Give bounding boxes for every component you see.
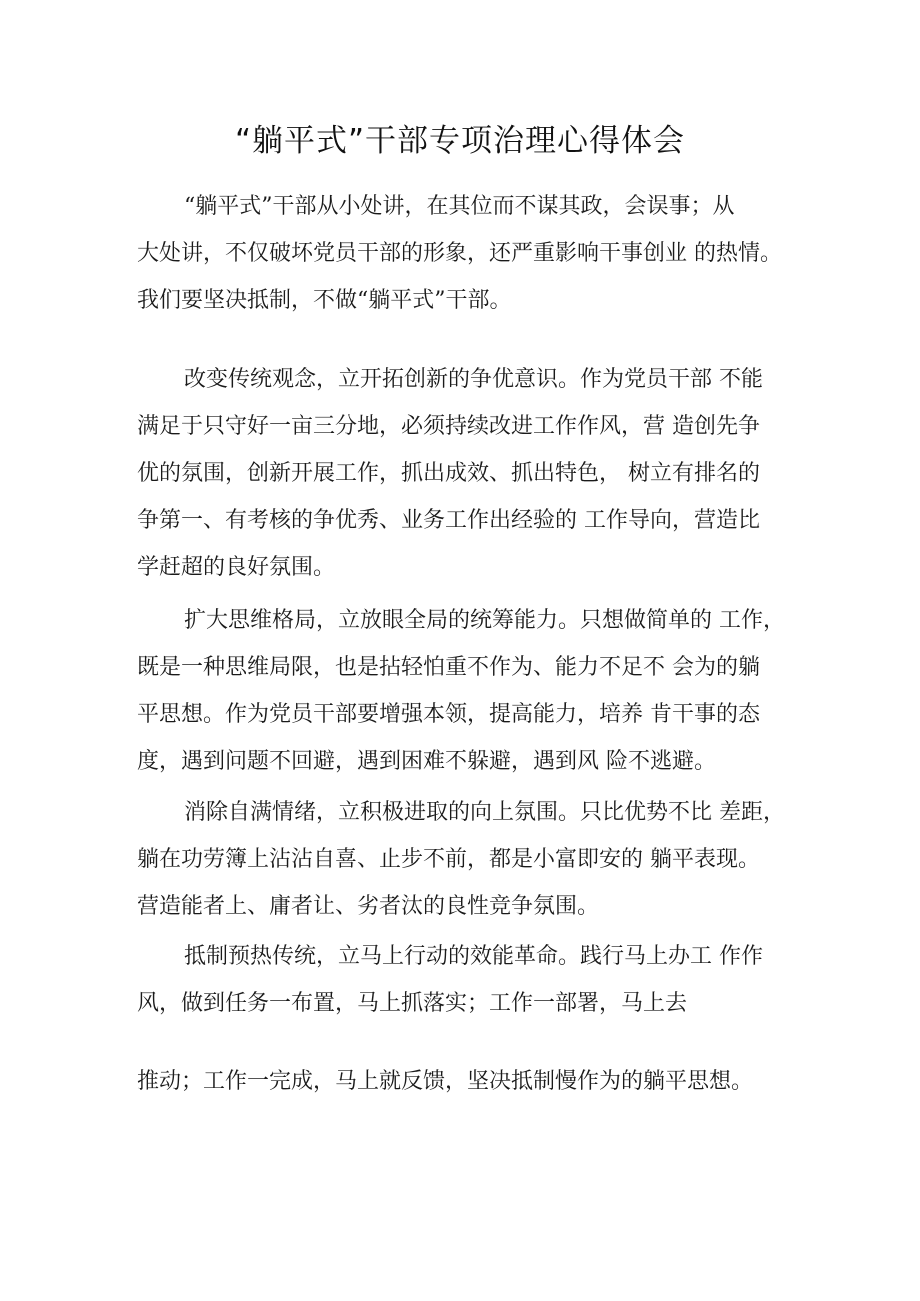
text-line: 平思想。作为党员干部要增强本领，提高能力，培养 肯干事的态: [137, 702, 760, 727]
text-line: 风，做到任务一布置，马上抓落实；工作一部署，马上去: [137, 991, 688, 1016]
text-line: 大处讲，不仅破坏党员干部的形象，还严重影响干事创业 的热情。: [137, 241, 782, 266]
text-line: 扩大思维格局，立放眼全局的统筹能力。只想做简单的 工作，: [184, 608, 785, 633]
text-line: 营造能者上、庸者让、劣者汰的良性竞争氛围。: [137, 894, 600, 919]
text-line: 度，遇到问题不回避，遇到困难不躲避，遇到风 险不逃避。: [137, 749, 716, 774]
text-line: 既是一种思维局限，也是拈轻怕重不作为、能力不足不 会为的躺: [137, 655, 760, 680]
text-line: 优的氛围，创新开展工作，抓出成效、抓出特色， 树立有排名的: [137, 461, 760, 486]
text-line: 学赶超的良好氛围。: [137, 555, 336, 580]
text-line: 躺在功劳簿上沾沾自喜、止步不前，都是小富即安的 躺平表现。: [137, 847, 760, 872]
text-line: 改变传统观念，立开拓创新的争优意识。作为党员干部 不能: [184, 367, 763, 392]
text-line: 争第一、有考核的争优秀、业务工作出经验的 工作导向，营造比: [137, 508, 760, 533]
text-line: 推动；工作一完成，马上就反馈，坚决抵制慢作为的躺平思想。: [137, 1069, 754, 1094]
document-title: “躺平式”干部专项治理心得体会: [234, 123, 686, 159]
text-line: “躺平式”干部从小处讲，在其位而不谋其政，会误事；从: [184, 194, 735, 219]
text-line: 我们要坚决抵制，不做“躺平式”干部。: [137, 288, 512, 313]
text-line: 满足于只守好一亩三分地，必须持续改进工作作风，营 造创先争: [137, 414, 760, 439]
text-line: 消除自满情绪，立积极进取的向上氛围。只比优势不比 差距，: [184, 800, 785, 825]
text-line: 抵制预热传统，立马上行动的效能革命。践行马上办工 作作: [184, 944, 763, 969]
